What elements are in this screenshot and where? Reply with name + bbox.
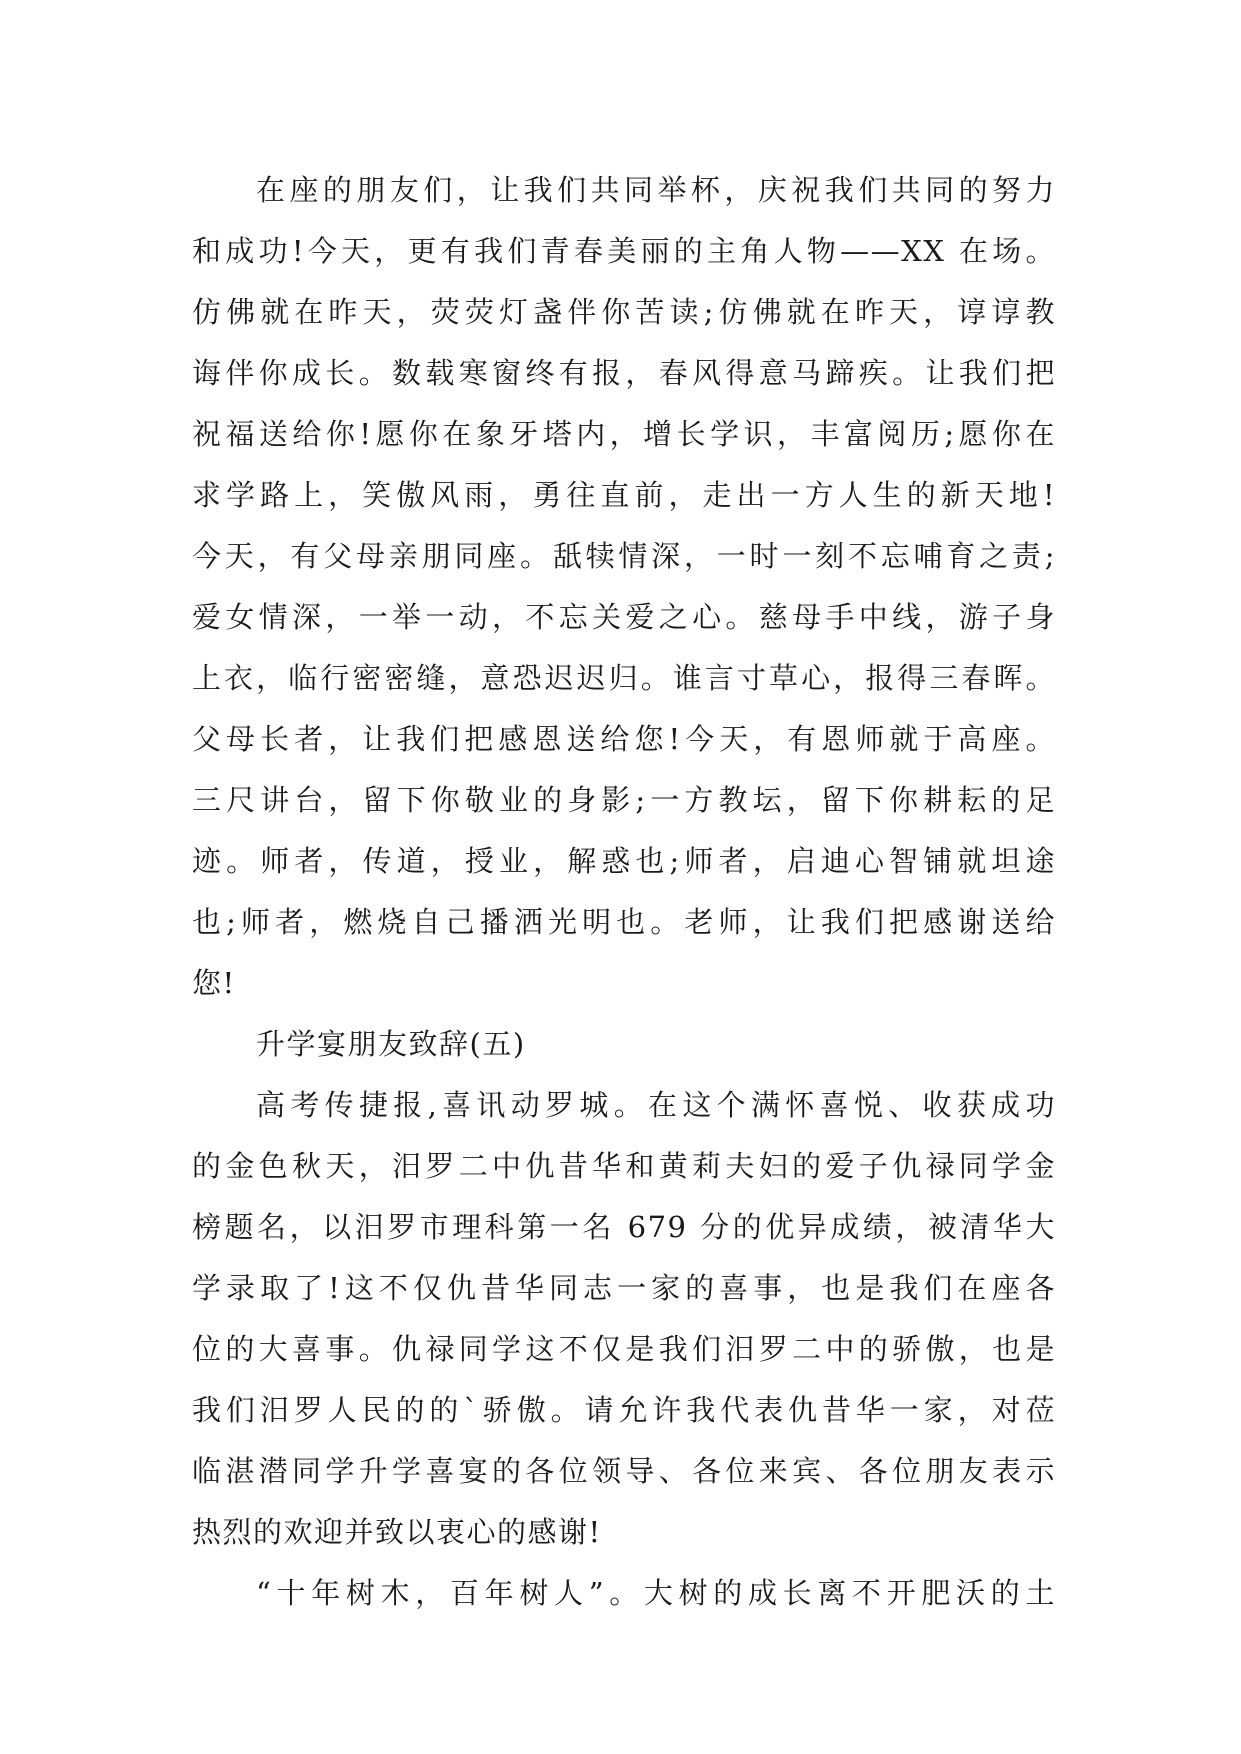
text-line: 学录取了!这不仅仇昔华同志一家的喜事，也是我们在座各 bbox=[192, 1271, 1056, 1305]
text-line: 上衣，临行密密缝，意恐迟迟归。谁言寸草心，报得三春晖。 bbox=[192, 661, 1056, 695]
text-line: 三尺讲台，留下你敬业的身影;一方教坛，留下你耕耘的足 bbox=[192, 783, 1056, 817]
text-line: 迹。师者，传道，授业，解惑也;师者，启迪心智铺就坦途 bbox=[192, 844, 1056, 878]
text-line: 榜题名，以汨罗市理科第一名 679 分的优异成绩，被清华大 bbox=[192, 1210, 1056, 1244]
text-line: 和成功!今天，更有我们青春美丽的主角人物——XX 在场。 bbox=[192, 234, 1056, 268]
section-heading: 升学宴朋友致辞(五) bbox=[256, 1027, 526, 1061]
text-line: 求学路上，笑傲风雨，勇往直前，走出一方人生的新天地! bbox=[192, 478, 1056, 512]
paragraph-announcement bbox=[192, 1075, 1056, 1563]
text-line: “十年树木，百年树人”。大树的成长离不开肥沃的土 bbox=[256, 1576, 1056, 1610]
document-body bbox=[192, 160, 1056, 1624]
text-line: 也;师者，燃烧自己播洒光明也。老师，让我们把感谢送给 bbox=[192, 905, 1056, 939]
paragraph-toast bbox=[192, 160, 1056, 1014]
text-line: 仿佛就在昨天，荧荧灯盏伴你苦读;仿佛就在昨天，谆谆教 bbox=[192, 295, 1056, 329]
text-line: 位的大喜事。仇禄同学这不仅是我们汨罗二中的骄傲，也是 bbox=[192, 1332, 1056, 1366]
text-line: 祝福送给你!愿你在象牙塔内，增长学识，丰富阅历;愿你在 bbox=[192, 417, 1056, 451]
text-line: 的金色秋天，汨罗二中仇昔华和黄莉夫妇的爱子仇禄同学金 bbox=[192, 1149, 1056, 1183]
text-line: 爱女情深，一举一动，不忘关爱之心。慈母手中线，游子身 bbox=[192, 600, 1056, 634]
text-line: 今天，有父母亲朋同座。舐犊情深，一时一刻不忘哺育之责; bbox=[192, 539, 1056, 573]
text-line: 临湛潜同学升学喜宴的各位领导、各位来宾、各位朋友表示 bbox=[192, 1454, 1056, 1488]
text-line: 您! bbox=[192, 966, 236, 1000]
text-line: 热烈的欢迎并致以衷心的感谢! bbox=[192, 1515, 602, 1549]
text-line: 我们汨罗人民的的`骄傲。请允许我代表仇昔华一家，对莅 bbox=[192, 1393, 1056, 1427]
text-line: 父母长者，让我们把感恩送给您!今天，有恩师就于高座。 bbox=[192, 722, 1056, 756]
text-line: 在座的朋友们，让我们共同举杯，庆祝我们共同的努力 bbox=[256, 173, 1056, 207]
text-line: 高考传捷报,喜讯动罗城。在这个满怀喜悦、收获成功 bbox=[256, 1088, 1056, 1122]
paragraph-proverb bbox=[192, 1563, 1056, 1624]
text-line: 诲伴你成长。数载寒窗终有报，春风得意马蹄疾。让我们把 bbox=[192, 356, 1056, 390]
